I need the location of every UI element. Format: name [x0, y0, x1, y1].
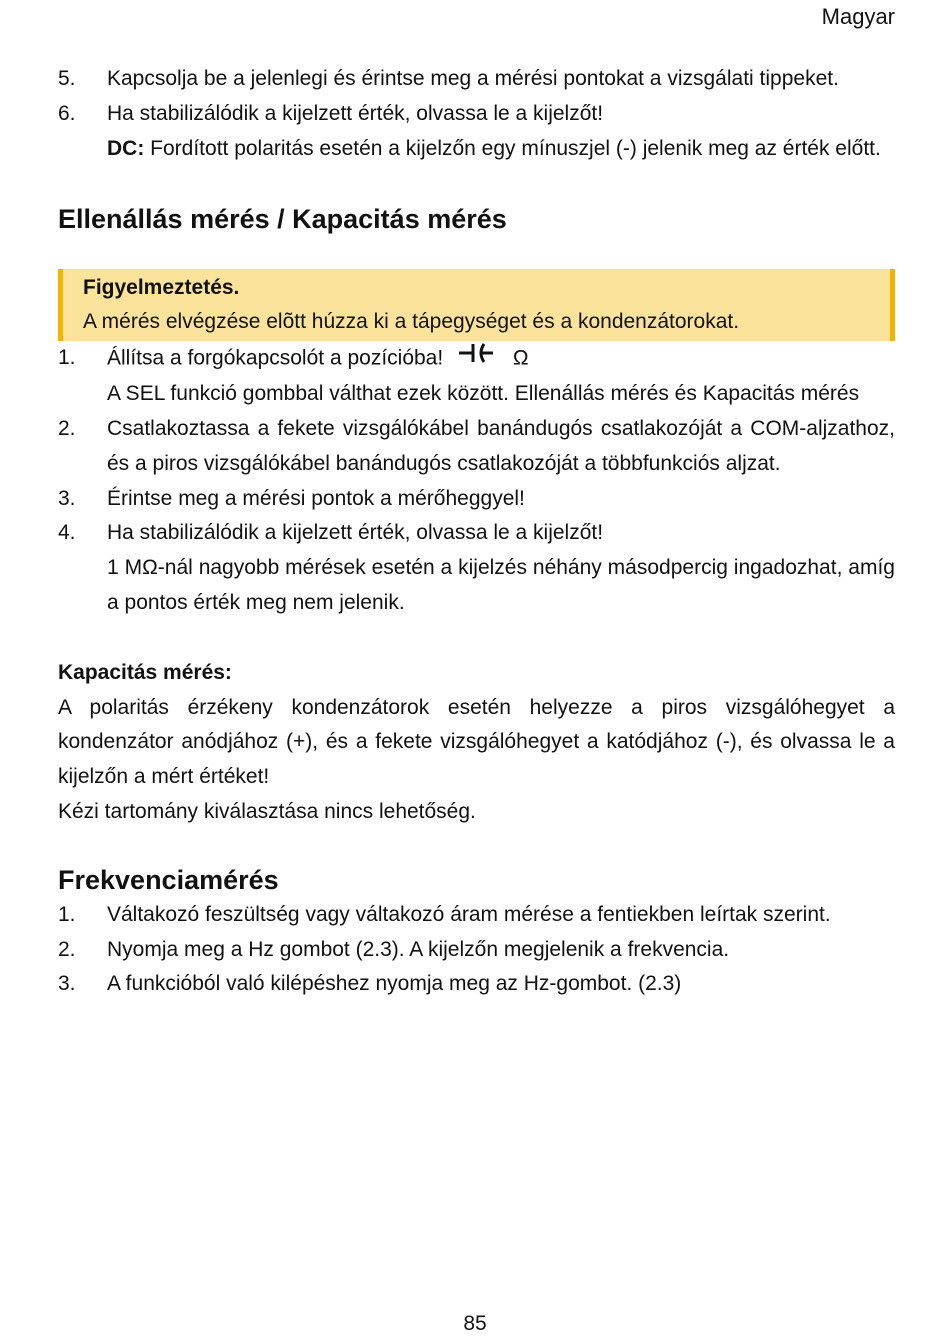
step-number: 3.	[58, 972, 76, 996]
page-number: 85	[463, 1312, 487, 1335]
section-title-frequency: Frekvenciamérés	[58, 864, 279, 895]
warning-title: Figyelmeztetés.	[83, 276, 240, 300]
list-item	[58, 97, 895, 167]
step-number: 1.	[58, 902, 76, 926]
step-number: 6.	[58, 101, 76, 125]
warning-text: A mérés elvégzése elõtt húzza ki a tápegységet és a kondenzátorokat.	[83, 310, 740, 334]
ohm-symbol: Ω	[512, 346, 529, 370]
step-number: 5.	[58, 67, 76, 90]
top-step-list	[58, 62, 895, 166]
step-text: Kapcsolja be a jelenlegi és érintse meg a mérési pontokat a vizsgálati tippeket.	[107, 67, 839, 90]
list-item	[58, 967, 895, 1002]
step-number: 2.	[58, 416, 76, 440]
step-text: A funkcióból való kilépéshez nyomja meg az Hz-gombot. (2.3)	[107, 972, 682, 996]
list-item	[58, 412, 895, 482]
list-item	[58, 62, 895, 97]
step-number: 4.	[58, 521, 76, 545]
capacitance-note: Kézi tartomány kiválasztása nincs lehetőség.	[58, 799, 476, 823]
dc-text: Fordított polaritás esetén a kijelzőn egy mínuszjel (-) jelenik meg az érték előtt.	[144, 136, 881, 160]
step-text: Ha stabilizálódik a kijelzett érték, olvassa le a kijelzőt!	[107, 521, 604, 545]
list-item	[58, 933, 895, 968]
step-number: 1.	[58, 346, 76, 370]
page-content	[58, 62, 895, 1002]
list-item	[58, 898, 895, 933]
step-subtext: 1 MΩ-nál nagyobb mérések esetén a kijelzés néhány másodpercig ingadozhat, amíg a pontos érték meg nem jelenik.	[107, 556, 895, 614]
step-text: Érintse meg a mérési pontok a mérőheggyel!	[107, 486, 525, 510]
list-item	[58, 516, 895, 620]
capacitance-paragraph: A polaritás érzékeny kondenzátorok esetén helyezze a piros vizsgálóhegyet a kondenzátor anódjához (+), és a fekete vizsgálóhegyet a katódjához (-), és olvassa le a kijelzőn a mért értéket!	[58, 695, 895, 789]
capacitor-icon	[457, 341, 507, 377]
step-subtext: A SEL funkció gombbal válthat ezek között. Ellenállás mérés és Kapacitás mérés	[107, 382, 860, 406]
section-title-resistance: Ellenállás mérés / Kapacitás mérés	[58, 204, 507, 235]
resistance-step-list	[58, 341, 895, 620]
step-text: Nyomja meg a Hz gombot (2.3). A kijelzőn megjelenik a frekvencia.	[107, 937, 730, 961]
step-subtext	[107, 132, 895, 167]
frequency-step-list	[58, 898, 895, 1002]
step-text: Csatlakoztassa a fekete vizsgálókábel banándugós csatlakozóját a COM-aljzathoz, és a piros vizsgálókábel banándugós csatlakozóját a többfunkciós aljzat.	[107, 416, 895, 475]
step-text: Ha stabilizálódik a kijelzett érték, olvassa le a kijelzőt!	[107, 101, 604, 125]
step-text: Állítsa a forgókapcsolót a pozícióba!	[107, 346, 444, 370]
list-item	[58, 482, 895, 517]
step-text: Váltakozó feszültség vagy váltakozó áram mérése a fentiekben leírtak szerint.	[107, 902, 831, 926]
dc-label: DC:	[107, 136, 145, 160]
capacitance-heading: Kapacitás mérés:	[58, 660, 232, 684]
list-item	[58, 341, 895, 412]
step-number: 3.	[58, 486, 76, 510]
language-label: Magyar	[821, 4, 895, 29]
step-number: 2.	[58, 937, 76, 961]
warning-box	[58, 269, 895, 341]
